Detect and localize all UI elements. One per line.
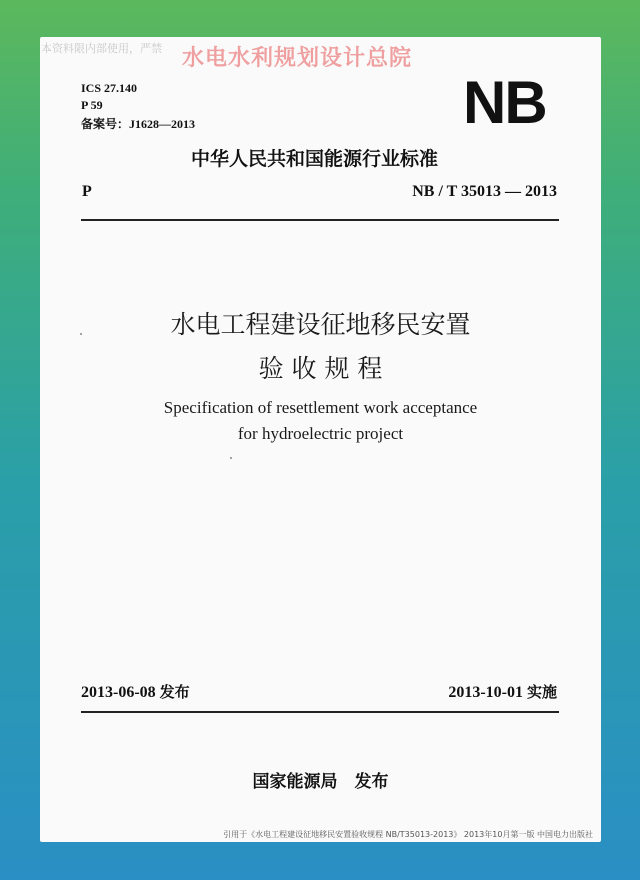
- speck: [80, 333, 82, 335]
- effective-label: 实施: [526, 683, 557, 701]
- filing-number: 备案号：J1628—2013: [81, 117, 196, 131]
- release-date: 2013-06-08: [81, 684, 156, 701]
- release-date-line: [81, 681, 190, 702]
- ics-code: ICS 27.140: [81, 81, 138, 95]
- watermark-notice: 本资料限内部使用，严禁: [41, 42, 162, 55]
- effective-date-line: [448, 681, 557, 702]
- category-code: P: [82, 183, 92, 200]
- nb-logo: NB: [463, 69, 546, 136]
- title-en-line2: for hydroelectric project: [237, 424, 404, 443]
- ccs-code: P 59: [81, 98, 103, 112]
- effective-date: 2013-10-01: [448, 684, 523, 701]
- speck: [230, 457, 232, 459]
- watermark-institute: 水电水利规划设计总院: [182, 46, 413, 71]
- top-divider: [81, 219, 559, 221]
- title-cn-line2: 验 收 规 程: [258, 354, 383, 383]
- bottom-divider: [81, 711, 559, 713]
- citation-footer: 引用于《水电工程建设征地移民安置验收规程 NB/T35013-2013》 2013年10月第一版 中国电力出版社: [223, 830, 593, 839]
- standard-number: NB / T 35013 — 2013: [412, 183, 557, 200]
- title-en-line1: Specification of resettlement work acceptance: [163, 398, 478, 417]
- release-label: 发布: [159, 683, 190, 701]
- title-cn-line1: 水电工程建设征地移民安置: [170, 310, 471, 339]
- industry-standard-heading: 中华人民共和国能源行业标准: [191, 148, 439, 170]
- issuer: 国家能源局 发布: [252, 772, 389, 792]
- document-cover: [40, 37, 601, 842]
